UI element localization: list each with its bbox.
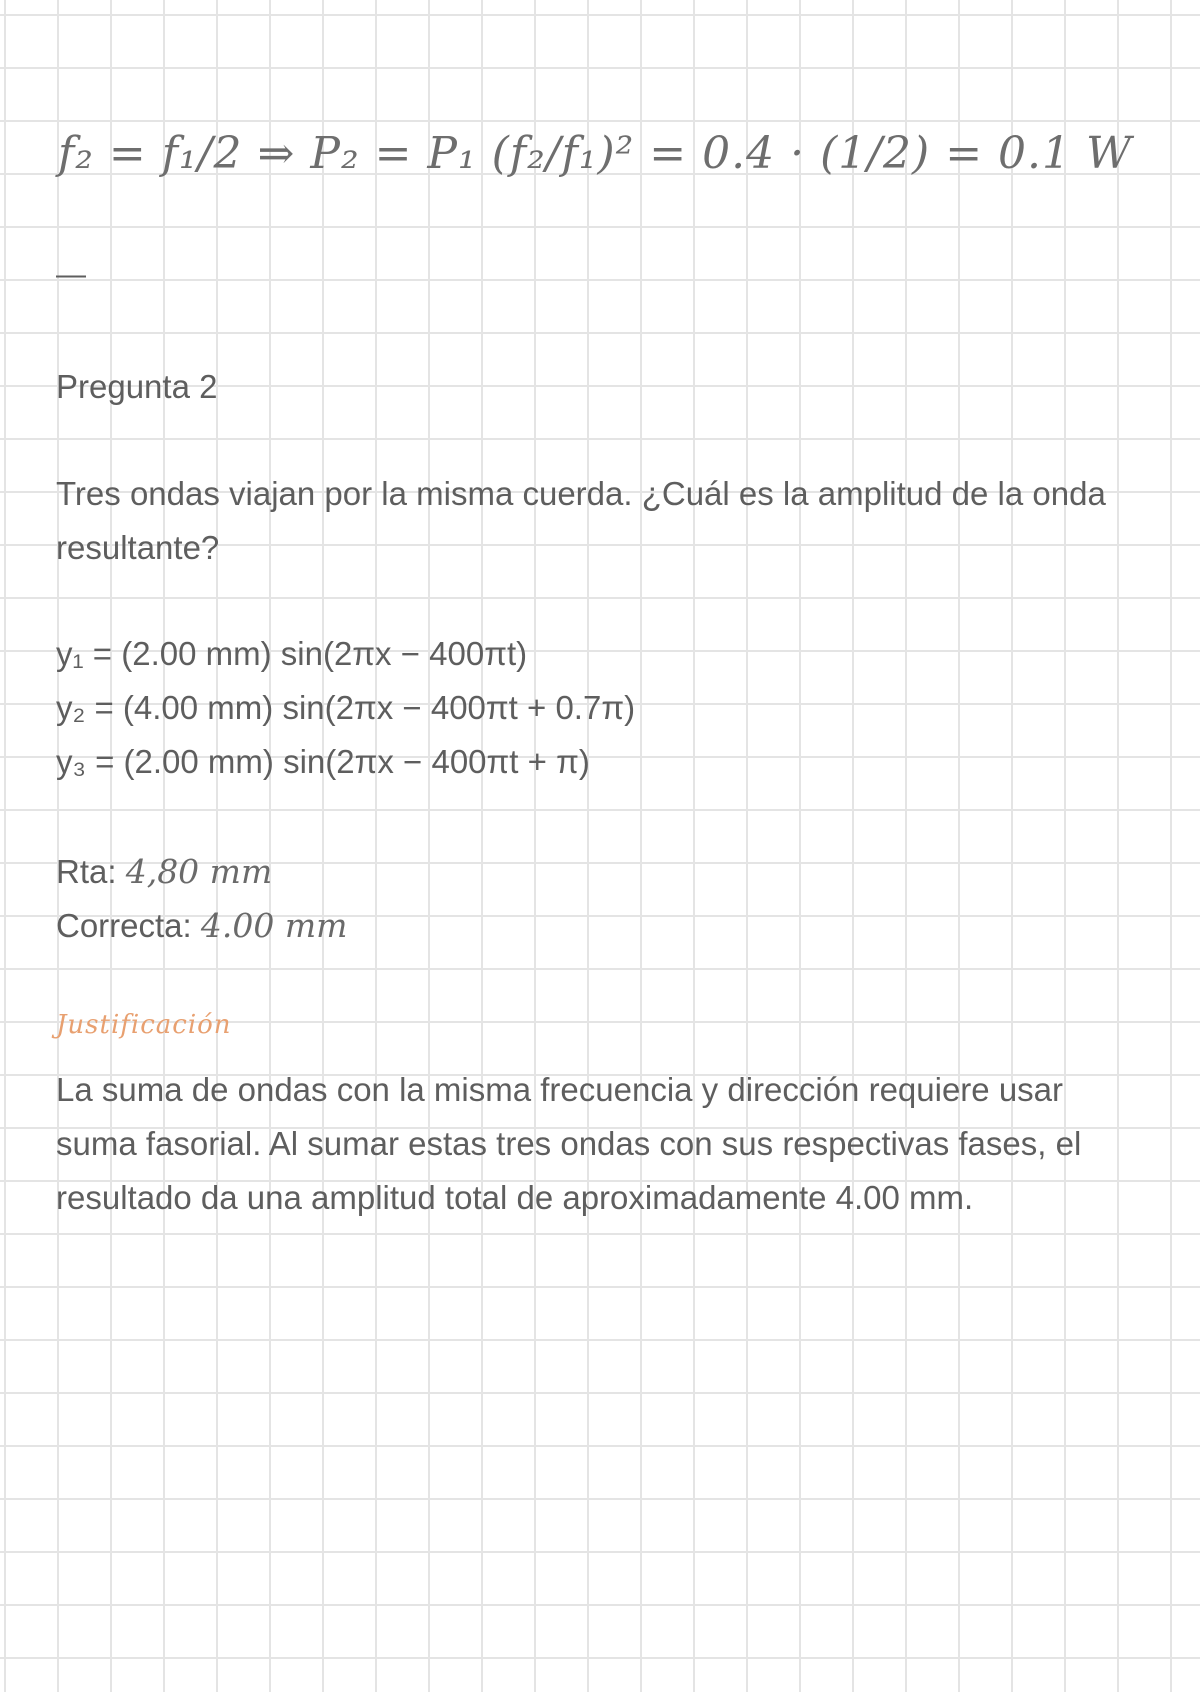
- equation-y3: y₃ = (2.00 mm) sin(2πx − 400πt + π): [56, 743, 590, 780]
- justification-text: La suma de ondas con la misma frecuencia y dirección requiere usar suma fasorial. Al sumar estas tres ondas con sus respectivas fases, el resultado da una amplitud total de aproximadamente 4.00 mm.: [56, 1071, 1082, 1216]
- correct-value: 4.00 mm: [200, 906, 348, 945]
- equation-y2: y₂ = (4.00 mm) sin(2πx − 400πt + 0.7π): [56, 689, 636, 726]
- equation-y1: y₁ = (2.00 mm) sin(2πx − 400πt): [56, 635, 528, 672]
- separator-dash: —: [56, 258, 86, 291]
- question-heading: Pregunta 2: [56, 368, 218, 405]
- rta-value: 4,80 mm: [125, 852, 273, 891]
- answer-rta: [56, 845, 272, 899]
- handwritten-formula: f₂ = f₁/2 ⇒ P₂ = P₁ (f₂/f₁)² = 0.4 · (1/2) = 0.1 W: [58, 128, 1133, 179]
- rta-label: Rta:: [56, 853, 117, 890]
- answer-correct: [56, 899, 347, 953]
- justification-title: Justificación: [56, 1010, 232, 1040]
- correct-label: Correcta:: [56, 907, 192, 944]
- question-prompt: Tres ondas viajan por la misma cuerda. ¿Cuál es la amplitud de la onda resultante?: [56, 475, 1106, 566]
